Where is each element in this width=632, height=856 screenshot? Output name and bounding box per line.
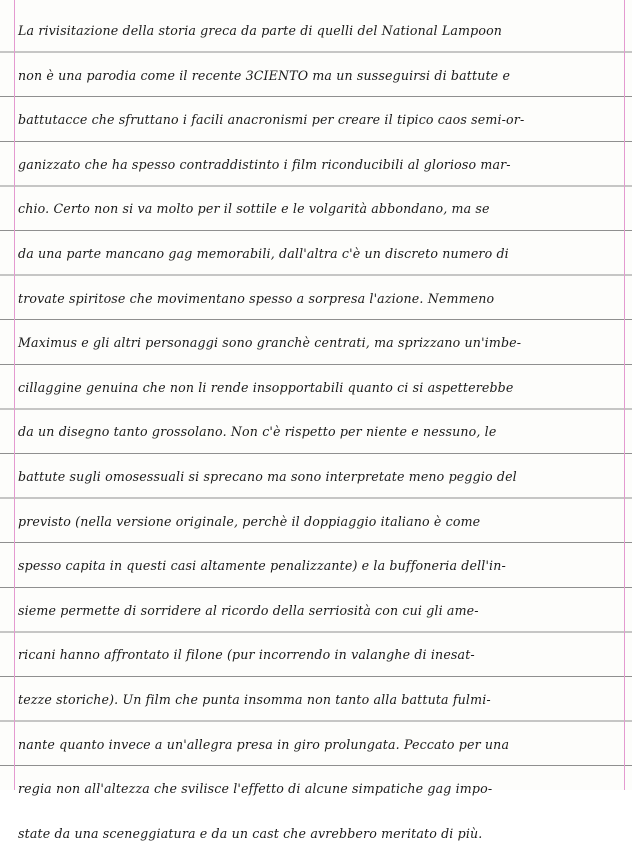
left-margin-line (14, 0, 15, 790)
text-line: da una parte mancano gag memorabili, dall'altra c'è un discreto numero di (18, 245, 509, 261)
text-line: da un disegno tanto grossolano. Non c'è rispetto per niente e nessuno, le (18, 424, 497, 440)
text-line: chio. Certo non si va molto per il sottile e le volgarità abbondano, ma se (18, 201, 490, 217)
text-line: previsto (nella versione originale, perchè il doppiaggio italiano è come (18, 513, 481, 529)
text-line: ganizzato che ha spesso contraddistinto i film riconducibili al glorioso mar- (18, 156, 511, 172)
text-line: regia non all'altezza che svilisce l'effetto di alcune simpatiche gag impo- (18, 781, 493, 797)
text-line: ricani hanno affrontato il filone (pur incorrendo in valanghe di inesat- (18, 647, 475, 663)
text-line: nante quanto invece a un'allegra presa in giro prolungata. Peccato per una (18, 736, 510, 752)
text-line: battutacce che sfruttano i facili anacronismi per creare il tipico caos semi-or- (18, 112, 525, 128)
text-line: sieme permette di sorridere al ricordo della serriosità con cui gli ame- (18, 602, 479, 618)
text-line: La rivisitazione della storia greca da parte di quelli del National Lampoon (18, 23, 503, 38)
text-line: state da una sceneggiatura e da un cast che avrebbero meritato di più. (18, 825, 483, 841)
text-line: Maximus e gli altri personaggi sono granchè centrati, ma sprizzano un'imbe- (18, 335, 522, 351)
text-line: spesso capita in questi casi altamente penalizzante) e la buffoneria dell'in- (18, 558, 506, 574)
handwritten-text (18, 9, 628, 856)
text-line: battute sugli omosessuali si sprecano ma sono interpretate meno peggio del (18, 468, 517, 484)
text-line: trovate spiritose che movimentano spesso a sorpresa l'azione. Nemmeno (18, 290, 495, 306)
text-line: non è una parodia come il recente 3CIENTO ma un susseguirsi di battute e (18, 67, 511, 83)
text-line: tezze storiche). Un film che punta insomma non tanto alla battuta fulmi- (18, 691, 491, 707)
text-line: cillaggine genuina che non li rende insopportabili quanto ci si aspetterebbe (18, 379, 514, 395)
